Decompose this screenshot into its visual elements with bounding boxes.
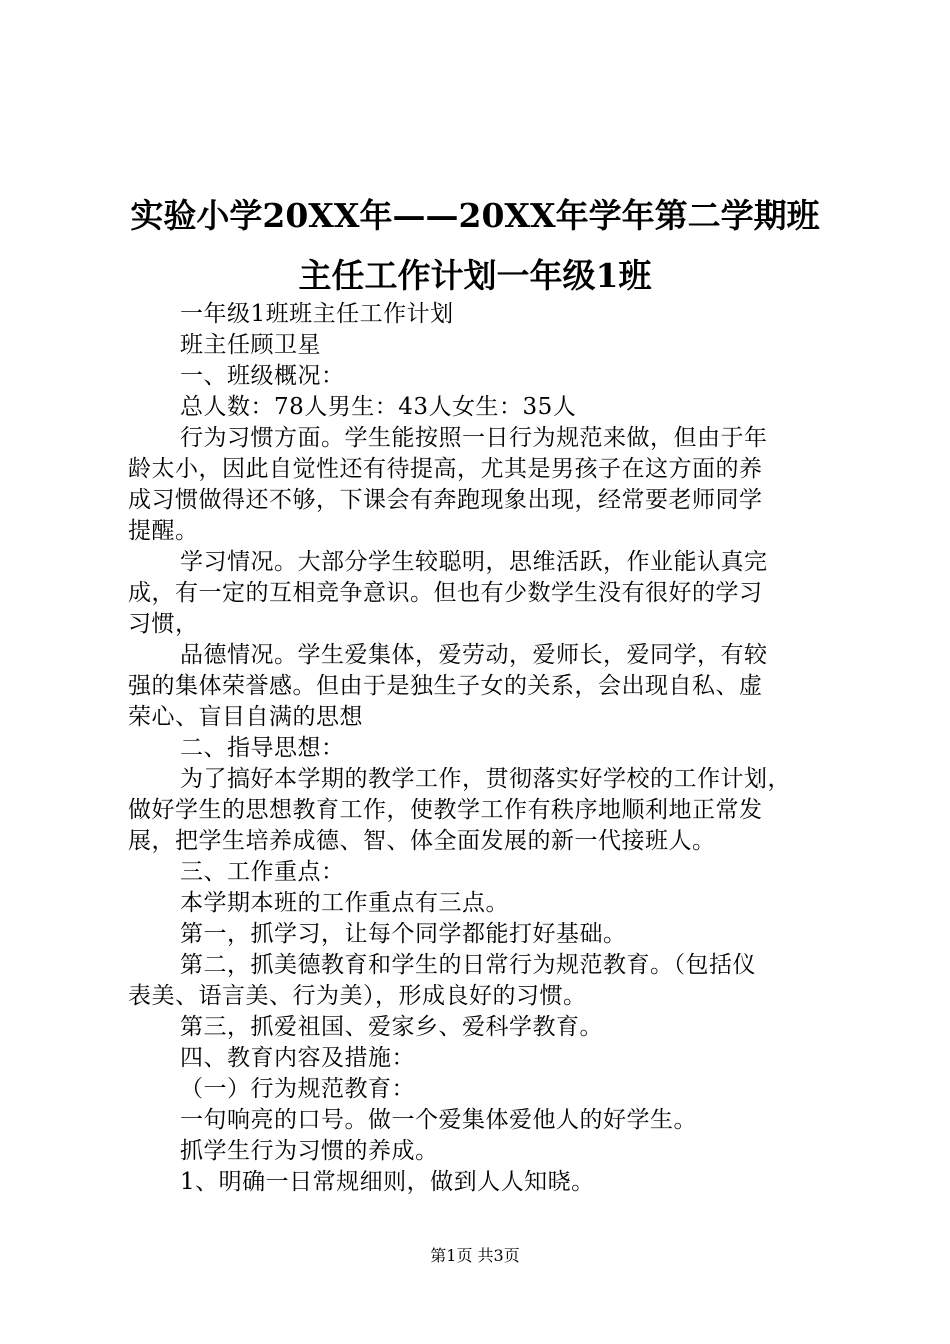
subsection-heading: （一）行为规范教育： bbox=[180, 1076, 415, 1102]
paragraph-line: 习惯， bbox=[128, 611, 199, 637]
paragraph-line: 抓学生行为习惯的养成。 bbox=[180, 1138, 439, 1164]
section-heading-overview: 一、班级概况： bbox=[180, 363, 345, 389]
paragraph-line: 为了搞好本学期的教学工作，贯彻落实好学校的工作计划， bbox=[180, 766, 791, 792]
paragraph-line: 品德情况。学生爱集体，爱劳动，爱师长，爱同学，有较 bbox=[180, 642, 768, 668]
paragraph-line: 展，把学生培养成德、智、体全面发展的新一代接班人。 bbox=[128, 828, 716, 854]
paragraph-line: 学习情况。大部分学生较聪明，思维活跃，作业能认真完 bbox=[180, 549, 768, 575]
title-line-1: 实验小学20XX年——20XX年学年第二学期班 bbox=[130, 196, 820, 235]
student-count: 总人数：78人男生：43人女生：35人 bbox=[180, 394, 577, 420]
paragraph-line: 一句响亮的口号。做一个爱集体爱他人的好学生。 bbox=[180, 1107, 697, 1133]
paragraph-line: 表美、语言美、行为美），形成良好的习惯。 bbox=[128, 983, 587, 1009]
title-line-2: 主任工作计划一年级1班 bbox=[298, 256, 652, 295]
section-heading-guidance: 二、指导思想： bbox=[180, 735, 345, 761]
paragraph-line: 第二，抓美德教育和学生的日常行为规范教育。（包括仪 bbox=[180, 952, 756, 978]
paragraph-line: 荣心、盲目自满的思想 bbox=[128, 704, 363, 730]
paragraph-line: 第三，抓爱祖国、爱家乡、爱科学教育。 bbox=[180, 1014, 603, 1040]
section-heading-focus: 三、工作重点： bbox=[180, 859, 345, 885]
paragraph-line: 第一，抓学习，让每个同学都能打好基础。 bbox=[180, 921, 627, 947]
paragraph-line: 1、明确一日常规细则，做到人人知晓。 bbox=[180, 1169, 595, 1195]
document-body bbox=[128, 299, 834, 1198]
paragraph-line: 强的集体荣誉感。但由于是独生子女的关系，会出现自私、虚 bbox=[128, 673, 763, 699]
paragraph-line: 提醒。 bbox=[128, 518, 199, 544]
paragraph-line: 成，有一定的互相竞争意识。但也有少数学生没有很好的学习 bbox=[128, 580, 763, 606]
paragraph-line: 做好学生的思想教育工作，使教学工作有秩序地顺利地正常发 bbox=[128, 797, 763, 823]
plan-heading: 一年级1班班主任工作计划 bbox=[180, 301, 454, 327]
paragraph-line: 成习惯做得还不够，下课会有奔跑现象出现，经常要老师同学 bbox=[128, 487, 763, 513]
paragraph-line: 龄太小，因此自觉性还有待提高，尤其是男孩子在这方面的养 bbox=[128, 456, 763, 482]
page-number-footer: 第1页 共3页 bbox=[430, 1246, 520, 1265]
paragraph-line: 本学期本班的工作重点有三点。 bbox=[180, 890, 509, 916]
document-title bbox=[120, 186, 830, 306]
paragraph-line: 行为习惯方面。学生能按照一日行为规范来做，但由于年 bbox=[180, 425, 768, 451]
teacher-name: 班主任顾卫星 bbox=[180, 332, 321, 358]
section-heading-measures: 四、教育内容及措施： bbox=[180, 1045, 415, 1071]
